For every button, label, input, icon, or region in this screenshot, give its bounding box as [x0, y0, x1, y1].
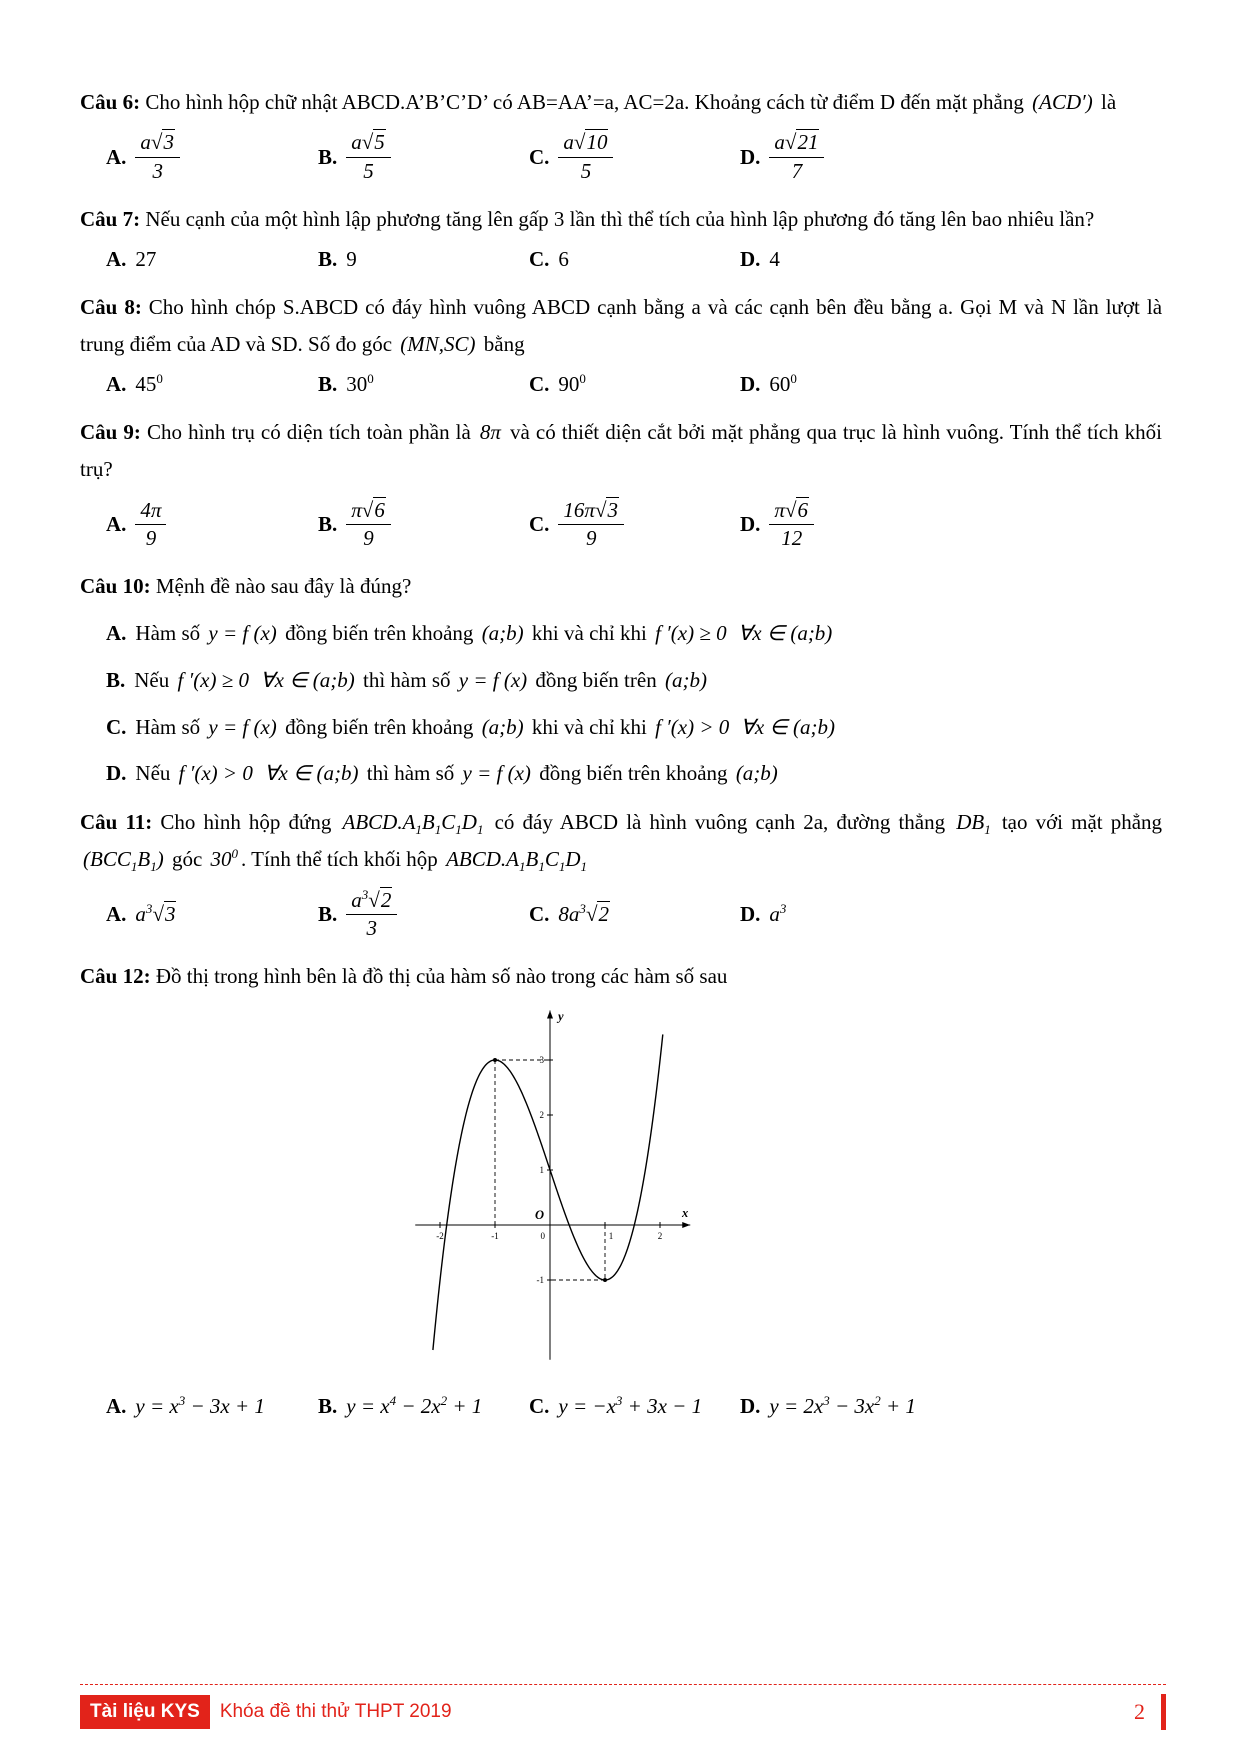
option-value [346, 126, 391, 188]
option-value: $y = 2x^3 - 3x^2 + 1$ [769, 1393, 916, 1419]
question-11-number: Câu 11: [80, 810, 153, 834]
question-9-number: Câu 9: [80, 419, 141, 444]
option-b [318, 494, 529, 556]
question-9-text [80, 414, 1162, 489]
question-7-text [80, 201, 1162, 238]
question-12 [80, 958, 1162, 1424]
math-segment: (a;b) [481, 714, 524, 739]
question-7-number: Câu 7: [80, 206, 141, 231]
fraction: $\frac{a√5}{5}$ [346, 130, 391, 184]
question-10-options [80, 616, 1162, 792]
text-segment: đồng biến trên khoảng [279, 714, 479, 739]
option-b [318, 126, 529, 188]
x-axis-arrow [682, 1222, 690, 1228]
x-axis-label: x [682, 1206, 689, 1221]
question-8-body [80, 295, 1162, 356]
option-label: C. [106, 714, 127, 739]
option-value [346, 884, 397, 946]
text-segment: Cho hình hộp đứng [160, 810, 340, 834]
question-10-text [80, 568, 1162, 605]
option-d [740, 1390, 1162, 1424]
text-segment: tạo với mặt phẳng [993, 810, 1163, 834]
text-segment: góc [166, 847, 208, 872]
option-value: $a^3$ [769, 901, 787, 927]
question-8-number: Câu 8: [80, 294, 142, 319]
option-value: $8a^3√2$ [558, 901, 609, 927]
option-label: A. [106, 621, 127, 646]
option-label: D. [106, 761, 127, 786]
option-b [318, 884, 529, 946]
y-axis-arrow [547, 1011, 553, 1019]
fraction: $\frac{a√21}{7}$ [769, 130, 824, 184]
option-label: C. [529, 511, 550, 536]
question-9-options [80, 494, 1162, 556]
math-segment: f ′(x) > 0 [178, 761, 253, 786]
question-6-number: Câu 6: [80, 90, 141, 114]
option-b [318, 368, 529, 402]
math-segment: $ABCD.A_1B_1C_1D_1$ [342, 810, 484, 838]
text-segment: . Tính thể tích khối hộp [241, 847, 444, 872]
option-d [80, 756, 1162, 792]
math-segment: y = f (x) [208, 714, 277, 739]
option-d [740, 243, 1162, 277]
option-value: $y = -x^3 + 3x - 1$ [558, 1393, 703, 1419]
math-segment: (a;b) [481, 621, 524, 646]
brand-badge: Tài liệu KYS [80, 1695, 210, 1729]
option-value [135, 715, 838, 739]
text-segment: Hàm số [135, 621, 206, 646]
text-segment: đồng biến trên khoảng [533, 761, 733, 786]
footer-divider [80, 1684, 1166, 1685]
option-a [80, 616, 1162, 652]
question-11-text [80, 804, 1162, 879]
y-axis-label: y [558, 1009, 564, 1024]
question-10 [80, 568, 1162, 792]
option-label: A. [106, 511, 127, 536]
option-a [106, 243, 318, 277]
option-value [135, 494, 166, 556]
option-value [134, 668, 710, 692]
option-value: 6 [558, 246, 569, 271]
option-label: B. [318, 246, 338, 271]
option-value [558, 126, 613, 188]
math-segment: (a;b) [664, 667, 707, 692]
text-segment: Cho hình trụ có diện tích toàn phần là [147, 419, 477, 444]
question-8-text [80, 289, 1162, 364]
question-6-options [80, 126, 1162, 188]
local-max-point [493, 1058, 497, 1062]
math-segment: ∀x ∈ (a;b) [737, 621, 833, 646]
question-11-options [80, 884, 1162, 946]
option-label: D. [740, 902, 761, 927]
option-a [106, 494, 318, 556]
text-segment: Đồ thị trong hình bên là đồ thị của hàm số nào trong các hàm số sau [155, 963, 728, 988]
y-tick-label: 3 [539, 1055, 544, 1066]
text-segment: khi và chỉ khi [526, 621, 653, 646]
fraction: $\frac{a√10}{5}$ [558, 130, 613, 184]
option-value [346, 494, 391, 556]
math-segment: (MN,SC) [400, 331, 476, 356]
question-10-body [156, 574, 411, 598]
option-label: A. [106, 902, 127, 927]
y-tick-label: -1 [536, 1275, 544, 1286]
y-tick-label: 2 [539, 1110, 544, 1121]
text-segment: khi và chỉ khi [526, 714, 653, 739]
text-segment: Mệnh đề nào sau đây là đúng? [155, 573, 412, 598]
question-12-text [80, 958, 1162, 995]
function-curve [433, 1035, 663, 1351]
option-label: B. [318, 372, 338, 397]
math-segment: y = f (x) [462, 761, 531, 786]
question-11-body [80, 810, 1163, 875]
option-a [106, 898, 318, 932]
text-segment: Cho hình hộp chữ nhật ABCD.A’B’C’D’ có AB=AA’=a, AC=2a. Khoảng cách từ điểm D đến mặt phẳng [145, 90, 1030, 114]
math-segment: (ACD′) [1032, 90, 1093, 114]
option-value: $30^0$ [346, 371, 374, 397]
option-c [529, 898, 740, 932]
option-c [529, 243, 740, 277]
question-12-options [80, 1390, 1162, 1424]
text-segment: Hàm số [135, 714, 206, 739]
text-segment: và có thiết diện cắt bởi mặt phẳng qua trục là hình vuông. Tính thể tích khối trụ? [80, 419, 1162, 482]
math-segment: f ′(x) > 0 [655, 714, 730, 739]
option-value [558, 494, 624, 556]
text-segment: có đáy ABCD là hình vuông cạnh 2a, đường thẳng [486, 810, 954, 834]
math-segment: ∀x ∈ (a;b) [260, 667, 355, 692]
question-9-body [80, 420, 1162, 481]
fraction: $\frac{\pi√6}{12}$ [769, 498, 814, 552]
option-value: $60^0$ [769, 371, 797, 397]
text-segment: Nếu [135, 761, 176, 786]
option-d [740, 126, 1162, 188]
option-c [529, 494, 740, 556]
option-a [106, 126, 318, 188]
math-segment: $ABCD.A_1B_1C_1D_1$ [446, 847, 588, 875]
option-label: D. [740, 1394, 761, 1419]
option-label: B. [318, 1394, 338, 1419]
text-segment: đồng biến trên khoảng [279, 621, 479, 646]
text-segment: thì hàm số [361, 761, 460, 786]
option-b [318, 243, 529, 277]
math-segment: ∀x ∈ (a;b) [264, 761, 359, 786]
question-6 [80, 84, 1162, 189]
text-segment: thì hàm số [357, 667, 456, 692]
option-value: $a^3√3$ [135, 901, 176, 927]
option-c [529, 126, 740, 188]
x-tick-label: 1 [608, 1231, 614, 1242]
option-label: D. [740, 372, 761, 397]
math-segment: (a;b) [735, 761, 778, 786]
option-label: B. [106, 667, 126, 692]
option-label: B. [318, 511, 338, 536]
option-label: C. [529, 144, 550, 169]
fraction: $\frac{4\pi}{9}$ [135, 498, 166, 552]
option-label: A. [106, 246, 127, 271]
option-value: 9 [346, 246, 357, 271]
option-c [80, 710, 1162, 746]
fraction: $\frac{a^3√2}{3}$ [346, 888, 397, 942]
option-b [80, 663, 1162, 699]
question-12-number: Câu 12: [80, 963, 151, 988]
option-d [740, 368, 1162, 402]
option-label: B. [318, 144, 338, 169]
text-segment: đồng biến trên [530, 667, 662, 692]
option-value [135, 761, 780, 785]
question-7 [80, 201, 1162, 277]
option-value [769, 494, 814, 556]
text-segment: Nếu cạnh của một hình lập phương tăng lên gấp 3 lần thì thể tích của hình lập phương đó tăng lên bao nhiêu lần? [145, 206, 1095, 231]
origin-zero-label: 0 [540, 1231, 545, 1242]
math-segment: y = f (x) [458, 667, 528, 692]
question-11 [80, 804, 1162, 946]
option-label: C. [529, 1394, 550, 1419]
math-segment: y = f (x) [208, 621, 277, 646]
question-7-options [80, 243, 1162, 277]
footer-row [80, 1694, 1166, 1730]
option-label: A. [106, 144, 127, 169]
option-b [318, 1390, 529, 1424]
option-value: 4 [769, 246, 780, 271]
math-segment: f ′(x) ≥ 0 [177, 667, 250, 692]
x-tick-label: 2 [657, 1231, 663, 1242]
graph-figure [400, 1005, 712, 1376]
fraction: $\frac{a√3}{3}$ [135, 130, 180, 184]
option-label: C. [529, 372, 550, 397]
question-8-options [80, 368, 1162, 402]
option-c [529, 1390, 740, 1424]
question-8 [80, 289, 1162, 402]
text-segment: Cho hình chóp S.ABCD có đáy hình vuông ABCD cạnh bằng a và các cạnh bên đều bằng a. Gọi M và N lần lượt là trung điểm của AD và SD. Số đo góc [80, 294, 1163, 356]
option-label: C. [529, 246, 550, 271]
question-10-number: Câu 10: [80, 573, 151, 598]
math-segment: ∀x ∈ (a;b) [740, 714, 835, 739]
text-segment: là [1095, 90, 1117, 114]
question-6-body [145, 90, 1116, 114]
math-segment: f ′(x) ≥ 0 [655, 621, 727, 646]
question-6-text [80, 84, 1162, 121]
cubic-graph [400, 1005, 710, 1370]
text-segment: bằng [478, 331, 525, 356]
math-segment: $DB_1$ [956, 810, 991, 838]
option-value [135, 621, 835, 645]
fraction: $\frac{16\pi√3}{9}$ [558, 498, 624, 552]
option-value [769, 126, 824, 188]
question-7-body [145, 207, 1094, 231]
y-tick-label: 1 [539, 1165, 544, 1176]
local-min-point [603, 1278, 607, 1282]
origin-label: O [534, 1208, 544, 1223]
option-c [529, 368, 740, 402]
page-number: 2 [1134, 1699, 1145, 1724]
page-footer [80, 1684, 1166, 1730]
option-label: B. [318, 902, 338, 927]
question-12-body [156, 964, 728, 988]
fraction: $\frac{\pi√6}{9}$ [346, 498, 391, 552]
x-tick-label: -1 [491, 1231, 499, 1242]
text-segment: Nếu [134, 667, 175, 692]
option-value: $y = x^3 - 3x + 1$ [135, 1393, 265, 1419]
option-value [135, 126, 180, 188]
math-segment: $30^0$ [210, 846, 239, 872]
option-d [740, 494, 1162, 556]
x-tick-label: -2 [436, 1231, 444, 1242]
option-label: C. [529, 902, 550, 927]
option-value: $90^0$ [558, 371, 586, 397]
option-a [106, 368, 318, 402]
option-label: D. [740, 144, 761, 169]
footer-course-title: Khóa đề thi thử THPT 2019 [219, 1701, 452, 1722]
option-label: D. [740, 246, 761, 271]
math-segment: $(BCC_1B_1)$ [83, 847, 164, 875]
option-label: D. [740, 511, 761, 536]
option-value: $45^0$ [135, 371, 163, 397]
question-9 [80, 414, 1162, 556]
option-a [106, 1390, 318, 1424]
option-value: $y = x^4 - 2x^2 + 1$ [346, 1393, 483, 1419]
page-number-bar [1161, 1694, 1166, 1730]
option-label: A. [106, 372, 127, 397]
math-segment: 8π [479, 419, 501, 444]
option-d [740, 898, 1162, 932]
option-value: 27 [135, 246, 157, 271]
option-label: A. [106, 1394, 127, 1419]
